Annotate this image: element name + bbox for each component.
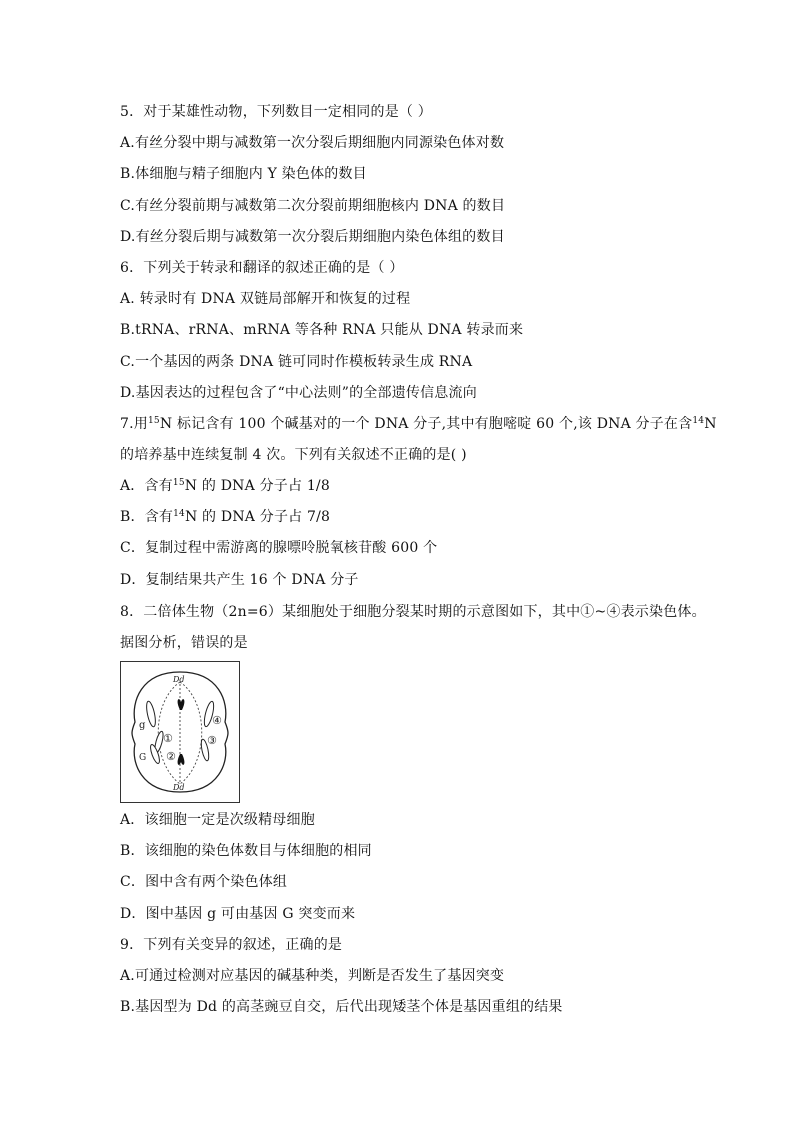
cell-division-figure [120, 661, 240, 803]
q5-stem: 5．对于某雄性动物，下列数目一定相同的是（ ） [120, 104, 432, 120]
q5-option-a: A.有丝分裂中期与减数第一次分裂后期细胞内同源染色体对数 [120, 135, 505, 151]
q8-option-d: D．图中基因 g 可由基因 G 突变而来 [120, 906, 356, 922]
q6-stem: 6．下列关于转录和翻译的叙述正确的是（ ） [120, 260, 404, 276]
q8-option-b: B．该细胞的染色体数目与体细胞的相同 [120, 843, 372, 859]
q7-b-isotope: 14 [173, 509, 185, 519]
q5-option-b: B.体细胞与精子细胞内 Y 染色体的数目 [120, 166, 367, 182]
q8-stem: 8．二倍体生物（2n=6）某细胞处于细胞分裂某时期的示意图如下，其中①~④表示染色体。 [120, 604, 706, 620]
q7-a-isotope: 15 [172, 478, 185, 488]
q7-isotope-15: 15 [147, 416, 160, 426]
q9-stem: 9．下列有关变异的叙述，正确的是 [120, 937, 343, 953]
q7-option-c: C．复制过程中需游离的腺嘌呤脱氧核苷酸 600 个 [120, 540, 438, 556]
q7-stem-line2: 的培养基中连续复制 4 次。下列有关叙述不正确的是( ) [120, 447, 467, 463]
q6-option-d: D.基因表达的过程包含了“中心法则”的全部遗传信息流向 [120, 385, 477, 401]
cell-diagram [121, 662, 239, 802]
q7-b-pre: B．含有 [120, 509, 174, 525]
q7-isotope-14: 14 [692, 416, 705, 426]
chromosome-bottom-black [178, 754, 185, 765]
q8-option-c: C．图中含有两个染色体组 [120, 874, 288, 890]
q7-stem [120, 415, 717, 433]
label-4: ④ [212, 714, 222, 727]
q5-option-d: D.有丝分裂后期与减数第一次分裂后期细胞内染色体组的数目 [120, 229, 505, 245]
q7-option-b [120, 508, 330, 526]
q9-option-b: B.基因型为 Dd 的高茎豌豆自交，后代出现矮茎个体是基因重组的结果 [120, 999, 563, 1015]
label-bottom: Dd [173, 783, 185, 792]
label-2: ② [166, 750, 176, 763]
q7-stem-mid: N 标记含有 100 个碱基对的一个 DNA 分子,其中有胞嘧啶 60 个,该 DNA 分子在含 [159, 416, 693, 432]
q6-option-a: A. 转录时有 DNA 双链局部解开和恢复的过程 [120, 291, 411, 307]
q7-stem-pre: 7.用 [120, 416, 148, 432]
q6-option-b: B.tRNA、rRNA、mRNA 等各种 RNA 只能从 DNA 转录而来 [120, 322, 524, 338]
chromosome-top-black [178, 699, 185, 710]
chromosome-g [145, 701, 157, 728]
label-g: g [139, 720, 146, 731]
q9-option-a: A.可通过检测对应基因的碱基种类，判断是否发生了基因突变 [120, 968, 505, 984]
label-G: G [139, 753, 147, 763]
q7-stem-end: N [704, 416, 717, 432]
label-3: ③ [207, 734, 217, 747]
q6-option-c: C.一个基因的两条 DNA 链可同时作模板转录生成 RNA [120, 354, 473, 370]
q8-stem-line2: 据图分析，错误的是 [120, 635, 248, 651]
q7-option-d: D．复制结果共产生 16 个 DNA 分子 [120, 572, 359, 588]
q5-option-c: C.有丝分裂前期与减数第二次分裂前期细胞核内 DNA 的数目 [120, 198, 506, 214]
label-top: Dd [173, 675, 185, 684]
spindle-right [180, 682, 202, 784]
q7-option-a [120, 477, 330, 495]
q7-a-post: N 的 DNA 分子占 1/8 [184, 478, 330, 494]
label-1: ① [163, 732, 173, 745]
q8-option-a: A．该细胞一定是次级精母细胞 [120, 812, 315, 828]
q7-b-post: N 的 DNA 分子占 7/8 [184, 509, 331, 525]
q7-a-pre: A．含有 [120, 478, 173, 494]
